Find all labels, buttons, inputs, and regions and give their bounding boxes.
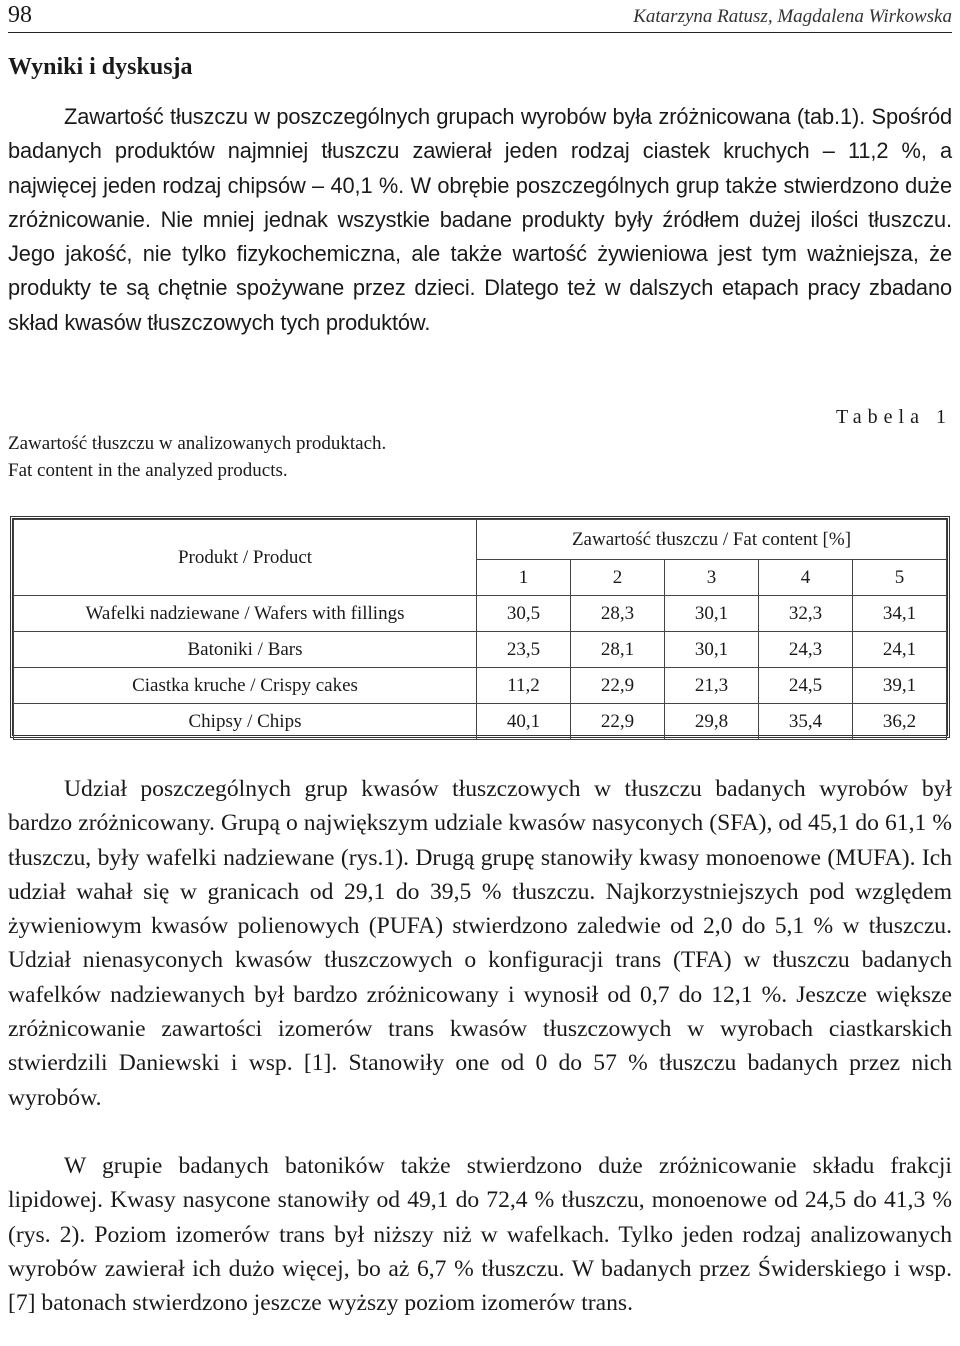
product-column-header: Produkt / Product: [14, 520, 477, 596]
sample-number: 3: [664, 560, 758, 596]
fat-value-cell: 34,1: [852, 596, 946, 632]
fat-value-cell: 30,1: [664, 632, 758, 668]
table-caption-polish: Zawartość tłuszczu w analizowanych produktach.: [8, 433, 387, 454]
fat-value-cell: 21,3: [664, 668, 758, 704]
table-label: Tabela 1: [835, 406, 952, 428]
sample-number: 1: [477, 560, 571, 596]
paragraph-2-text: Udział poszczególnych grup kwasów tłuszczowych w tłuszczu badanych wyrobów był bardzo zróżnicowany. Grupą o największym udziale kwasów nasyconych (SFA), od 45,1 do 61,1 % tłuszczu, były wafelki nadziewane (rys.1). Drugą grupę stanowiły kwasy monoenowe (MUFA). Ich udział wahał się w granicach od 29,1 do 39,5 % tłuszczu. Najkorzystniejszych pod względem żywieniowym kwasów polienowych (PUFA) stwierdzono zaledwie od 2,0 do 5,1 % w tłuszczu. Udział nienasyconych kwasów tłuszczowych o konfiguracji trans (TFA) w tłuszczu badanych wafelków nadziewanych był bardzo zróżnicowany i wynosił od 0,7 do 12,1 %. Jeszcze większe zróżnicowanie zawartości izomerów trans kwasów tłuszczowych w wyrobach ciastkarskich stwierdzili Daniewski i wsp. [1]. Stanowiły one od 0 do 57 % tłuszczu badanych przez nich wyrobów.: [8, 776, 952, 1111]
fat-value-cell: 28,1: [570, 632, 664, 668]
table-row: [14, 668, 947, 704]
section-heading: Wyniki i dyskusja: [8, 54, 193, 80]
fat-value-cell: 36,2: [852, 704, 946, 740]
paragraph-fatty-acid-wafers: [8, 772, 952, 1115]
fat-value-cell: 11,2: [477, 668, 571, 704]
table-row: [14, 596, 947, 632]
fat-value-cell: 24,5: [758, 668, 852, 704]
fat-value-cell: 35,4: [758, 704, 852, 740]
table-caption-english: Fat content in the analyzed products.: [8, 460, 288, 481]
fat-value-cell: 32,3: [758, 596, 852, 632]
fat-value-cell: 22,9: [570, 704, 664, 740]
sample-number: 4: [758, 560, 852, 596]
fat-value-cell: 30,5: [477, 596, 571, 632]
product-name-cell: Wafelki nadziewane / Wafers with fillings: [14, 596, 477, 632]
fat-value-cell: 24,1: [852, 632, 946, 668]
product-name-cell: Ciastka kruche / Crispy cakes: [14, 668, 477, 704]
fat-content-table: [13, 519, 947, 740]
fat-value-cell: 30,1: [664, 596, 758, 632]
page-header: [8, 2, 952, 33]
fat-content-group-header: Zawartość tłuszczu / Fat content [%]: [477, 520, 947, 560]
table-row: [14, 632, 947, 668]
fat-value-cell: 24,3: [758, 632, 852, 668]
running-head-authors: Katarzyna Ratusz, Magdalena Wirkowska: [633, 6, 952, 27]
fat-value-cell: 23,5: [477, 632, 571, 668]
paragraph-fatty-acid-bars: [8, 1149, 952, 1320]
product-name-cell: Batoniki / Bars: [14, 632, 477, 668]
sample-number: 5: [852, 560, 946, 596]
fat-content-table-frame: [10, 516, 950, 738]
sample-number: 2: [570, 560, 664, 596]
page-number: 98: [8, 2, 32, 28]
fat-value-cell: 28,3: [570, 596, 664, 632]
paragraph-1-text: Zawartość tłuszczu w poszczególnych grupach wyrobów była zróżnicowana (tab.1). Spośród badanych produktów najmniej tłuszczu zawierał jeden rodzaj ciastek kruchych – 11,2 %, a najwięcej jeden rodzaj chipsów – 40,1 %. W obrębie poszczególnych grup także stwierdzono duże zróżnicowanie. Nie mniej jednak wszystkie badane produkty były źródłem dużej ilości tłuszczu. Jego jakość, nie tylko fizykochemiczna, ale także wartość żywieniowa jest tym ważniejsza, że produkty te są chętnie spożywane przez dzieci. Dlatego też w dalszych etapach pracy zbadano skład kwasów tłuszczowych tych produktów.: [8, 104, 952, 335]
table-row: [14, 704, 947, 740]
fat-value-cell: 39,1: [852, 668, 946, 704]
table-header-row: [14, 520, 947, 560]
paragraph-fat-content-intro: [8, 100, 952, 340]
fat-value-cell: 22,9: [570, 668, 664, 704]
fat-value-cell: 29,8: [664, 704, 758, 740]
fat-value-cell: 40,1: [477, 704, 571, 740]
product-name-cell: Chipsy / Chips: [14, 704, 477, 740]
paragraph-3-text: W grupie badanych batoników także stwierdzono duże zróżnicowanie składu frakcji lipidowej. Kwasy nasycone stanowiły od 49,1 do 72,4 % tłuszczu, monoenowe od 24,5 do 41,3 % (rys. 2). Poziom izomerów trans był niższy niż w wafelkach. Tylko jeden rodzaj analizowanych wyrobów zawierał ich dużo więcej, bo aż 6,7 % tłuszczu. W badanych przez Świderskiego i wsp. [7] batonach stwierdzono jeszcze wyższy poziom izomerów trans.: [8, 1153, 952, 1317]
